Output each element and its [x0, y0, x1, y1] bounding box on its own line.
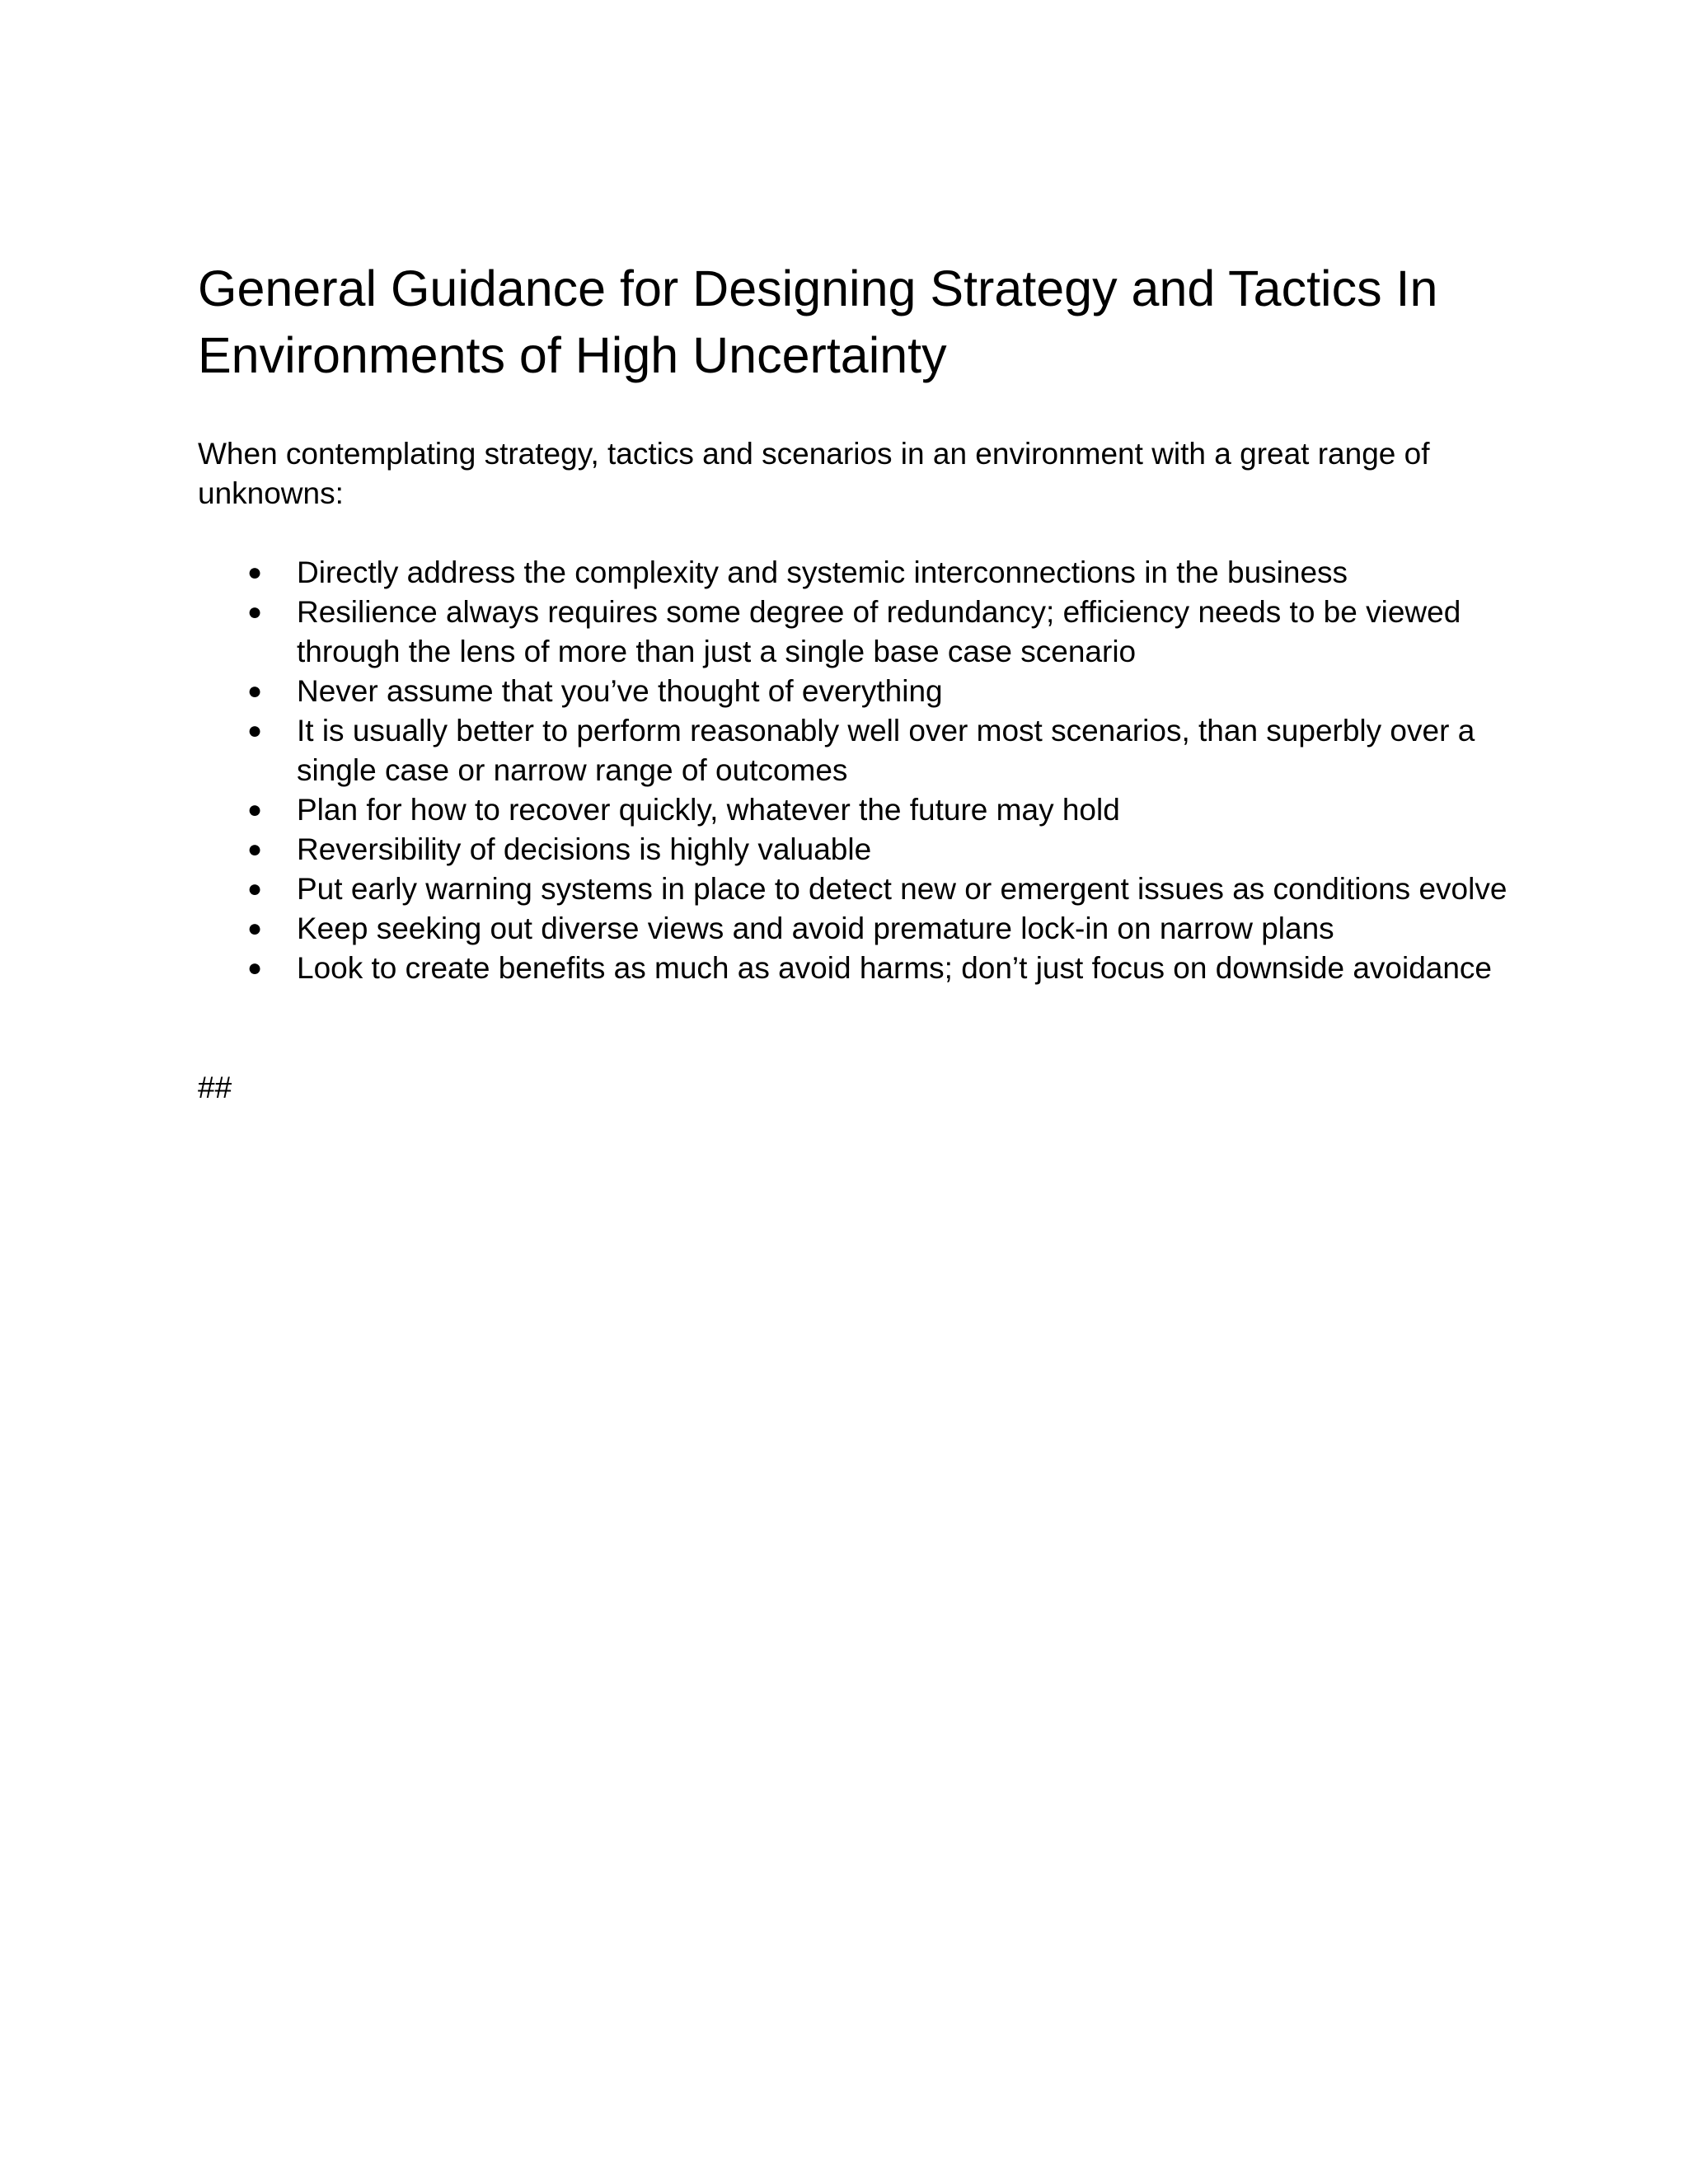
guidance-item-text: Keep seeking out diverse views and avoid premature lock-in on narrow plans — [297, 912, 1334, 945]
guidance-item-text: Never assume that you’ve thought of everything — [297, 674, 943, 708]
guidance-item — [198, 949, 1517, 988]
bullet-icon: ● — [247, 598, 263, 626]
guidance-item — [198, 553, 1517, 593]
intro-paragraph: When contemplating strategy, tactics and scenarios in an environment with a great range of unknowns: — [198, 437, 1430, 510]
guidance-item — [198, 830, 1517, 869]
guidance-item-text: Resilience always requires some degree of redundancy; efficiency needs to be viewed through the lens of more than just a single base case scenario — [297, 595, 1461, 668]
guidance-item-text: Put early warning systems in place to detect new or emergent issues as conditions evolve — [297, 872, 1507, 906]
guidance-item — [198, 711, 1517, 790]
bullet-icon: ● — [247, 717, 263, 744]
guidance-item-text: Plan for how to recover quickly, whatever the future may hold — [297, 793, 1120, 827]
guidance-item — [198, 790, 1517, 830]
bullet-icon: ● — [247, 915, 263, 942]
guidance-item — [198, 593, 1517, 672]
bullet-icon: ● — [247, 559, 263, 586]
guidance-item-text: Reversibility of decisions is highly valuable — [297, 832, 872, 866]
guidance-item-text: It is usually better to perform reasonably well over most scenarios, than superbly over a single case or narrow range of outcomes — [297, 714, 1475, 787]
guidance-item — [198, 909, 1517, 949]
guidance-item — [198, 672, 1517, 711]
guidance-item — [198, 869, 1517, 909]
document-content — [198, 255, 1517, 1108]
bullet-icon: ● — [247, 677, 263, 705]
bullet-icon: ● — [247, 836, 263, 863]
bullet-icon: ● — [247, 954, 263, 982]
guidance-item-text: Look to create benefits as much as avoid harms; don’t just focus on downside avoidance — [297, 951, 1493, 985]
end-mark: ## — [198, 1071, 232, 1104]
document-title: General Guidance for Designing Strategy and Tactics In Environments of High Uncertainty — [198, 260, 1438, 383]
guidance-item-text: Directly address the complexity and systemic interconnections in the business — [297, 555, 1348, 589]
guidance-list — [198, 553, 1517, 988]
bullet-icon: ● — [247, 796, 263, 823]
bullet-icon: ● — [247, 875, 263, 902]
